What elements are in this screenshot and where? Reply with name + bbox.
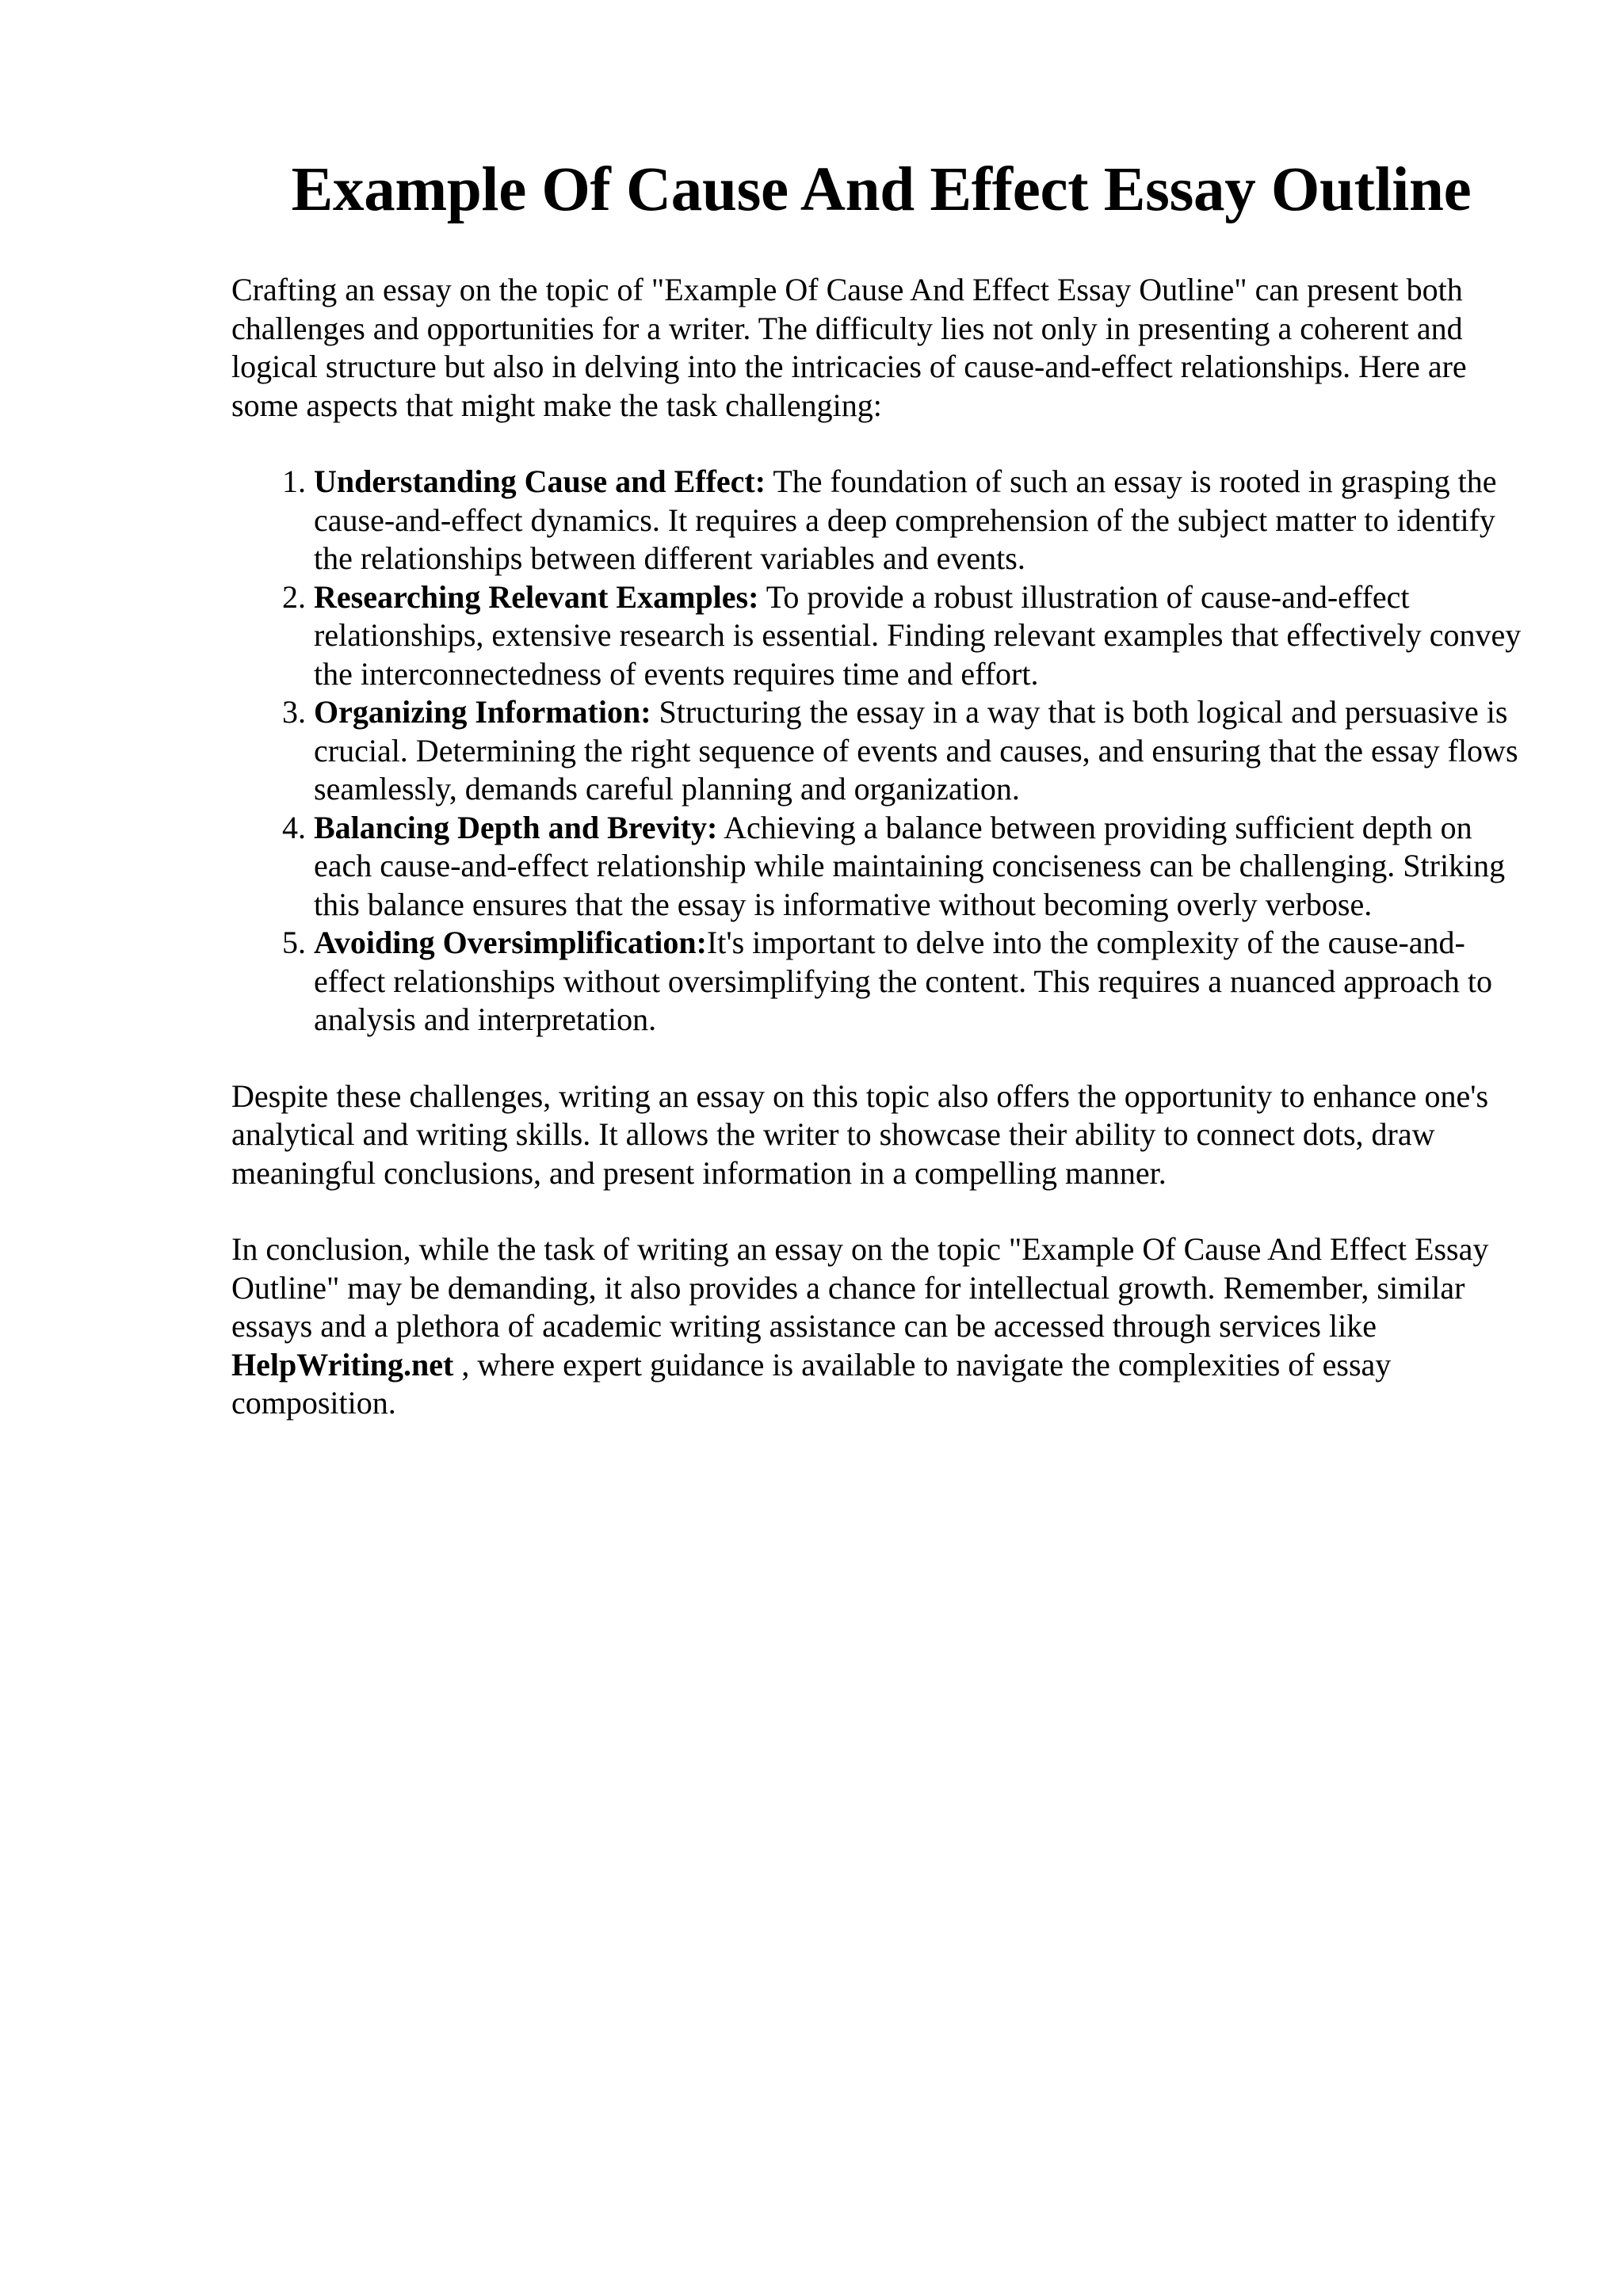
list-item-term: Understanding Cause and Effect: (314, 463, 766, 499)
brand-name: HelpWriting.net (231, 1346, 454, 1383)
conclusion-paragraph (231, 1230, 1531, 1423)
document-page (231, 151, 1531, 1461)
list-item-term: Avoiding Oversimplification: (314, 925, 707, 960)
list-item-text: To provide a robust illustration of cause-and-effect relationships, extensive research is essential. Finding relevant examples that effectively convey the interconnectedness of events requires time and effort. (314, 578, 1522, 692)
list-item-text: The foundation of such an essay is rooted in grasping the cause-and-effect dynamics. It requires a deep comprehension of the subject matter to identify the relationships between different variables and events. (314, 463, 1497, 576)
body-paragraph: Despite these challenges, writing an essay on this topic also offers the opportunity to enhance one's analytical and writing skills. It allows the writer to showcase their ability to connect dots, draw meaningful conclusions, and present information in a compelling manner. (231, 1077, 1489, 1191)
list-item-term: Researching Relevant Examples: (314, 578, 759, 615)
conclusion-text-after: , where expert guidance is available to navigate the complexities of essay composition. (231, 1346, 1392, 1421)
list-item-text: It's important to delve into the complexity of the cause-and-effect relationships without oversimplifying the content. This requires a nuanced approach to analysis and interpretation. (314, 925, 1492, 1037)
document-title: Example Of Cause And Effect Essay Outline (291, 155, 1472, 224)
list-item-text: Achieving a balance between providing sufficient depth on each cause-and-effect relationship while maintaining conciseness can be challenging. Striking this balance ensures that the essay is informative without becoming overly verbose. (314, 809, 1506, 922)
list-item (314, 693, 1531, 809)
list-item-term: Organizing Information: (314, 694, 651, 730)
list-item (314, 924, 1531, 1039)
list-item (314, 578, 1531, 694)
challenges-list (231, 463, 1531, 1039)
list-item-term: Balancing Depth and Brevity: (314, 809, 718, 845)
list-item-text: Structuring the essay in a way that is both logical and persuasive is crucial. Determining the right sequence of events and causes, and ensuring that the essay flows seamlessly, demands careful planning and organization. (314, 694, 1518, 807)
conclusion-text-before: In conclusion, while the task of writing an essay on the topic "Example Of Cause And Effect Essay Outline" may be demanding, it also provides a chance for intellectual growth. Remember, similar essays and a plethora of academic writing assistance can be accessed through services like (231, 1231, 1489, 1344)
intro-paragraph: Crafting an essay on the topic of "Example Of Cause And Effect Essay Outline" can present both challenges and opportunities for a writer. The difficulty lies not only in presenting a coherent and logical structure but also in delving into the intricacies of cause-and-effect relationships. Here are some aspects that might make the task challenging: (231, 272, 1467, 423)
list-item (314, 809, 1531, 925)
list-item (314, 463, 1531, 578)
